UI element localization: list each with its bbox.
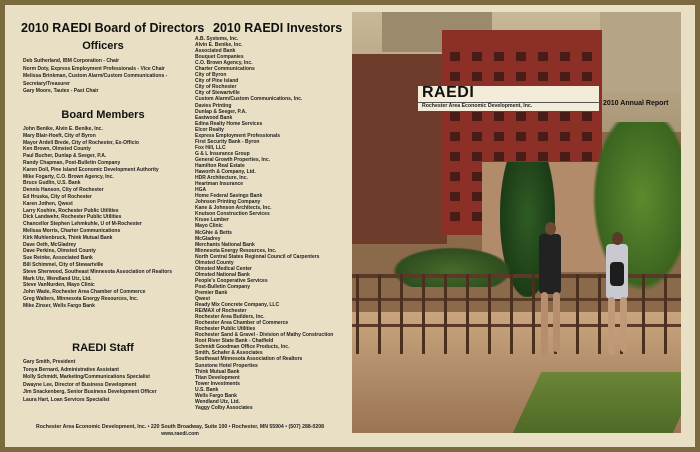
building-window <box>450 112 460 121</box>
building-window <box>538 152 548 161</box>
investor-item: Home Federal Savings Bank <box>195 193 263 200</box>
building-window <box>450 212 460 221</box>
investor-item: Southeast Minnesota Association of Realtors <box>195 356 303 363</box>
officer-item: Melissa Brinkman, Custom Alarm/Custom Communications - <box>23 73 168 79</box>
investor-item: Titan Development <box>195 374 240 381</box>
investor-item: City of Stewartville <box>195 90 240 97</box>
investor-item: Smith, Schafer & Associates <box>195 350 263 357</box>
raedi-logo <box>418 86 599 111</box>
staff-item: Tonya Bernard, Administrative Assistant <box>23 366 119 373</box>
walker-left-torso <box>539 234 561 294</box>
board-member-item: Ken Brown, Olmsted County <box>23 146 91 153</box>
building-window <box>582 112 592 121</box>
railing-post <box>466 274 469 354</box>
board-member-item: Mark Utz, Wendland Utz, Ltd. <box>23 275 92 282</box>
investor-item: Merchants National Bank <box>195 241 255 248</box>
building-window <box>516 52 526 61</box>
building-window <box>472 192 482 201</box>
investor-item: HGA <box>195 187 207 194</box>
investor-item: Minnesota Energy Resources, Inc. <box>195 247 277 254</box>
railing-post <box>664 274 667 354</box>
investor-item: Wendland Utz, Ltd. <box>195 398 240 405</box>
walker-left-head <box>545 222 556 235</box>
investor-item: Eastwood Bank <box>195 114 233 121</box>
members-list <box>23 126 172 310</box>
board-member-item: Sue Reinke, Associated Bank <box>23 255 93 262</box>
staff-item: Jim Snackenberg, Senior Business Development Officer <box>23 389 157 395</box>
investor-item: Sunstone Hotel Properties <box>195 362 258 369</box>
building-window <box>472 112 482 121</box>
railing-post <box>400 274 403 354</box>
investor-item: Alvin E. Benike, Inc. <box>195 42 243 49</box>
staff-heading: RAEDI Staff <box>72 342 134 354</box>
logo-subtitle: Rochester Area Economic Development, Inc. <box>422 103 533 109</box>
building-window <box>472 212 482 221</box>
footer <box>5 424 355 438</box>
investor-item: Fox Hill, LLC <box>195 144 226 151</box>
board-member-item: Mike Fogarty, C.O. Brown Agency, Inc. <box>23 173 114 180</box>
footer-website: www.raedi.com <box>161 431 199 437</box>
board-member-item: Dave Oeth, McGladrey <box>23 241 77 248</box>
cover-photo <box>352 12 681 433</box>
trees-low <box>392 247 512 287</box>
board-member-item: Dave Perkins, Olmsted County <box>23 248 96 255</box>
building-window <box>472 132 482 141</box>
building-window <box>582 152 592 161</box>
walker-left-leg <box>541 292 548 357</box>
building-window <box>472 172 482 181</box>
investor-item: Schmidt Goodman Office Products, Inc. <box>195 344 290 351</box>
walker-right-leg <box>608 297 615 355</box>
investor-item: Wells Fargo Bank <box>195 392 237 399</box>
staff-list <box>23 359 157 404</box>
investor-item: Johnson Printing Company <box>195 199 261 206</box>
investor-item: Edina Realty Home Services <box>195 120 263 127</box>
investor-item: Post-Bulletin Company <box>195 283 251 290</box>
investor-item: Dunlap & Seeger, P.A. <box>195 108 247 115</box>
building-window <box>582 72 592 81</box>
board-member-item: John Wade, Rochester Area Chamber of Commerce <box>23 289 146 296</box>
investor-item: Think Mutual Bank <box>195 368 240 375</box>
building-window <box>538 52 548 61</box>
investor-item: Charter Communications <box>195 66 255 73</box>
building-window <box>516 152 526 161</box>
building-window <box>494 152 504 161</box>
investor-item: Knutson Construction Services <box>195 211 270 218</box>
board-member-item: Kirk Muhlenbruck, Think Mutual Bank <box>23 234 113 241</box>
building-window <box>516 72 526 81</box>
building-window <box>582 132 592 141</box>
investor-item: Kruse Lumber <box>195 217 229 224</box>
building-window <box>582 52 592 61</box>
investor-item: Associated Bank <box>195 48 236 55</box>
investors-list <box>195 36 333 411</box>
investor-item: Rochester Area Chamber of Commerce <box>195 320 289 327</box>
investor-item: Mayo Clinic <box>195 223 223 230</box>
investor-item: Premier Bank <box>195 289 228 296</box>
building-window <box>450 172 460 181</box>
board-member-item: Steve VanNurden, Mayo Clinic <box>23 282 95 289</box>
investor-item: Olmsted National Bank <box>195 271 250 278</box>
building-window <box>538 72 548 81</box>
railing-post <box>378 274 381 354</box>
officers-heading: Officers <box>82 40 124 52</box>
staff-item: Dwayne Lee, Director of Business Development <box>23 381 137 388</box>
staff-item: Gary Smith, President <box>23 359 76 365</box>
building-window <box>494 132 504 141</box>
railing-post <box>576 274 579 354</box>
board-member-item: Larry Koshire, Rochester Public Utilities <box>23 207 119 214</box>
grass <box>513 372 681 433</box>
investor-item: Olmsted Medical Center <box>195 265 252 272</box>
investor-item: Tower Investments <box>195 380 240 387</box>
investor-item: Bouquet Companies <box>195 54 244 61</box>
building-window <box>560 112 570 121</box>
investor-item: People's Cooperative Services <box>195 277 268 284</box>
investor-item: G & L Insurance Group <box>195 150 250 157</box>
investor-item: C.O. Brown Agency, Inc. <box>195 60 253 67</box>
investor-item: Davies Printing <box>195 102 232 109</box>
building-window <box>560 152 570 161</box>
staff-item: Laura Hart, Loan Services Specialist <box>23 396 110 403</box>
investor-item: City of Pine Island <box>195 78 239 85</box>
building-window <box>450 152 460 161</box>
investor-item: Elcor Realty <box>195 126 224 133</box>
board-title: 2010 RAEDI Board of Directors <box>21 21 205 35</box>
board-member-item: Karen Jothen, Qwest <box>23 200 73 207</box>
board-member-item: Mike Zinser, Wells Fargo Bank <box>23 302 95 309</box>
board-member-item: Melissa Morris, Charter Communications <box>23 227 121 234</box>
building-window <box>494 52 504 61</box>
right-building <box>600 12 681 92</box>
officers-list <box>23 58 167 96</box>
investor-item: City of Rochester <box>195 84 237 91</box>
officer-item: Deb Sutherland, IBM Corporation - Chair <box>23 58 120 64</box>
left-building <box>352 54 447 244</box>
investor-item: Rochester Area Builders, Inc. <box>195 314 265 321</box>
investor-item: Qwest <box>195 296 211 303</box>
building-window <box>516 132 526 141</box>
officer-item: Secretary/Treasurer <box>23 80 70 87</box>
board-member-item: Mary Blair-Hoeft, City of Byron <box>23 132 96 139</box>
investor-item: Heartman Insurance <box>195 181 244 188</box>
board-member-item: Greg Walters, Minnesota Energy Resources, Inc. <box>23 295 139 302</box>
board-member-item: Steve Sherwood, Southeast Minnesota Association of Realtors <box>23 268 173 275</box>
investor-item: Kane & Johnson Architects, Inc. <box>195 205 272 212</box>
investor-item: Rochester Sand & Gravel - Division of Mathy Construction <box>195 332 334 339</box>
board-member-item: Ed Hruska, City of Rochester <box>23 193 92 200</box>
investor-item: First Security Bank - Byron <box>195 138 260 145</box>
investor-item: RE/MAX of Rochester <box>195 308 247 315</box>
building-window <box>472 72 482 81</box>
investor-item: Yaggy Colby Associates <box>195 404 253 411</box>
investor-item: Root River State Bank - Chatfield <box>195 338 274 345</box>
investor-item: Ready Mix Concrete Company, LLC <box>195 302 280 309</box>
building-window <box>472 52 482 61</box>
railing-post <box>598 274 601 354</box>
railing-post <box>488 274 491 354</box>
investor-item: Olmsted County <box>195 259 234 266</box>
investor-item: Hamilton Real Estate <box>195 162 245 169</box>
building-window <box>494 112 504 121</box>
investor-item: A.B. Systems, Inc. <box>195 36 239 42</box>
board-member-item: Mayor Ardell Brede, City of Rochester, Ex-Officio <box>23 139 139 146</box>
railing-post <box>356 274 359 354</box>
walker-right-head <box>612 232 623 245</box>
footer-address: Rochester Area Economic Development, Inc. • 220 South Broadway, Suite 100 • Rochester, MN 55904 • (507) 288-0208 <box>36 424 324 430</box>
building-window <box>538 112 548 121</box>
investor-item: McGladrey <box>195 235 221 242</box>
investor-item: McGhie & Betts <box>195 229 232 236</box>
investor-item: HDR Architecture, Inc. <box>195 175 248 182</box>
building-window <box>450 52 460 61</box>
railing-post <box>444 274 447 354</box>
railing-post <box>532 274 535 354</box>
building-window <box>538 132 548 141</box>
building-window <box>494 72 504 81</box>
backpack <box>610 262 624 286</box>
investor-item: Haworth & Company, Ltd. <box>195 169 256 176</box>
building-window <box>450 72 460 81</box>
investor-item: U.S. Bank <box>195 386 219 393</box>
investor-item: Custom Alarm/Custom Communications, Inc. <box>195 96 303 103</box>
railing-post <box>422 274 425 354</box>
board-member-item: Bruce Gudlin, U.S. Bank <box>23 180 81 187</box>
railing-post <box>642 274 645 354</box>
investor-item: City of Byron <box>195 72 227 79</box>
board-member-item: Karen Doll, Pine Island Economic Development Authority <box>23 166 159 173</box>
board-member-item: Bill Schimmel, City of Stewartville <box>23 261 104 268</box>
walker-right-leg <box>620 297 627 352</box>
investor-item: General Growth Properties, Inc. <box>195 156 271 163</box>
investors-title: 2010 RAEDI Investors <box>213 21 343 35</box>
board-member-item: Dennis Hanson, City of Rochester <box>23 187 104 194</box>
annual-report-title: 2010 Annual Report <box>603 100 669 107</box>
officer-item: Gary Moore, Tautex - Past Chair <box>23 88 99 94</box>
logo-title: RAEDI <box>422 84 475 101</box>
investor-item: Express Employment Professionals <box>195 132 281 139</box>
railing-post <box>510 274 513 354</box>
walker-left-leg <box>553 292 560 352</box>
building-window <box>472 152 482 161</box>
staff-item: Molly Schmidt, Marketing/Communications Specialist <box>23 374 150 380</box>
board-member-item: John Benike, Alvin E. Benike, Inc. <box>23 126 103 132</box>
board-member-item: Dick Landwehr, Rochester Public Utilities <box>23 214 122 221</box>
building-window <box>560 132 570 141</box>
investor-item: North Central States Regional Council of Carpenters <box>195 253 320 260</box>
board-member-item: Chancellor Stephen Lehmkuhle, U of M-Rochester <box>23 221 142 228</box>
building-window <box>516 112 526 121</box>
building-window <box>450 132 460 141</box>
board-member-item: Randy Chapman, Post-Bulletin Company <box>23 159 121 166</box>
investor-item: Rochester Public Utilities <box>195 326 256 333</box>
board-member-item: Paul Bucher, Dunlap & Seeger, P.A. <box>23 153 107 160</box>
building-window <box>560 72 570 81</box>
officer-item: Norm Doty, Express Employment Professionals - Vice Chair <box>23 65 165 72</box>
members-heading: Board Members <box>61 109 145 121</box>
building-window <box>450 192 460 201</box>
building-window <box>560 52 570 61</box>
